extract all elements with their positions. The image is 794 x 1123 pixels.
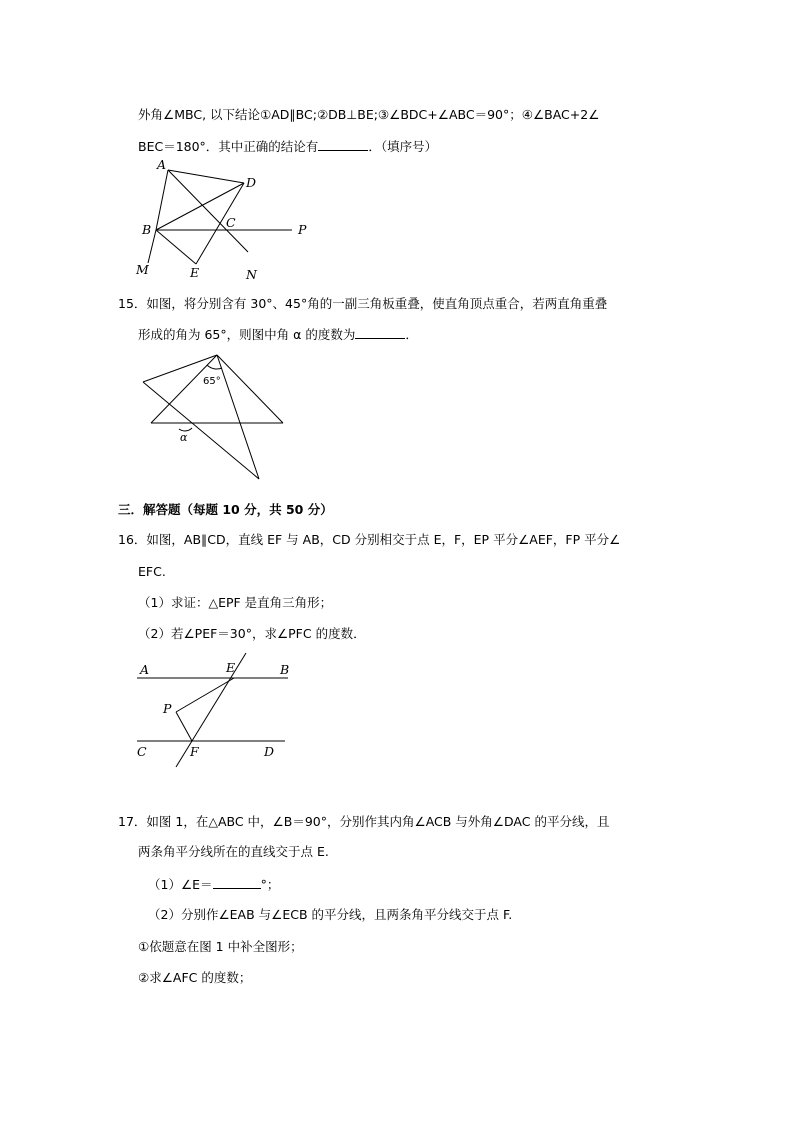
q14-label-A: A (157, 157, 167, 172)
q14-label-E: E (190, 265, 200, 280)
q17-text-line1: 17．如图 1，在△ABC 中，∠B＝90°，分别作其内角∠ACB 与外角∠DAC 的平分线，且 (118, 814, 610, 829)
q16-figure (130, 650, 305, 775)
q17-sub1-after: °； (260, 877, 280, 892)
q17-text-line2: 两条角平分线所在的直线交于点 E. (138, 844, 329, 859)
q14-text-line2 (138, 138, 437, 155)
q15-text-line1: 15．如图，将分别含有 30°、45°角的一副三角板重叠，使直角顶点重合，若两直角重叠 (118, 296, 608, 311)
q14-figure (130, 155, 330, 285)
q15-text-line2 (138, 326, 418, 343)
q15-text-line2-after: ． (405, 327, 418, 342)
q15-figure (135, 350, 295, 485)
q16-label-B: B (280, 662, 290, 677)
q17-sub1 (148, 876, 279, 893)
q15-alpha-label: α (180, 431, 188, 444)
q14-label-M: M (136, 262, 149, 277)
section3-title: 三．解答题（每题 10 分，共 50 分） (118, 502, 333, 517)
q17-sub2: （2）分别作∠EAB 与∠ECB 的平分线，且两条角平分线交于点 F. (148, 907, 513, 922)
q16-label-A: A (140, 662, 150, 677)
q17-sub2b: ②求∠AFC 的度数； (138, 970, 252, 985)
q17-answer-blank[interactable] (213, 876, 261, 889)
q15-answer-blank[interactable] (355, 326, 405, 339)
q15-angle-label-65: 65° (203, 376, 221, 387)
q16-text-line2: EFC. (138, 564, 166, 579)
q16-sub2: （2）若∠PEF＝30°，求∠PFC 的度数． (138, 626, 366, 641)
q17-sub1-before: （1）∠E＝ (148, 877, 213, 892)
q16-text-line1: 16．如图，AB∥CD，直线 EF 与 AB，CD 分别相交于点 E，F，EP 平分∠AEF，FP 平分∠ (118, 532, 621, 547)
q14-label-N: N (246, 267, 257, 282)
q16-label-C: C (137, 744, 147, 759)
q14-label-D: D (246, 175, 257, 190)
q16-label-D: D (264, 744, 275, 759)
q14-label-C: C (226, 215, 236, 230)
q14-label-B: B (142, 222, 152, 237)
q14-label-P: P (298, 222, 307, 237)
q16-label-P: P (163, 701, 172, 716)
q17-sub2a: ①依题意在图 1 中补全图形； (138, 939, 303, 954)
q14-text-line1: 外角∠MBC, 以下结论①AD∥BC;②DB⊥BE;③∠BDC+∠ABC＝90°；④∠BAC+2∠ (138, 107, 600, 122)
q16-label-E: E (226, 660, 236, 675)
q15-text-line2-before: 形成的角为 65°，则图中角 α 的度数为 (138, 327, 356, 342)
q14-answer-blank[interactable] (318, 138, 368, 151)
q16-label-F: F (190, 744, 199, 759)
q16-sub1: （1）求证：△EPF 是直角三角形； (138, 595, 333, 610)
q14-text-line2-before: BEC＝180°．其中正确的结论有 (138, 139, 319, 154)
q14-text-line2-after: ．（填序号） (368, 139, 438, 154)
